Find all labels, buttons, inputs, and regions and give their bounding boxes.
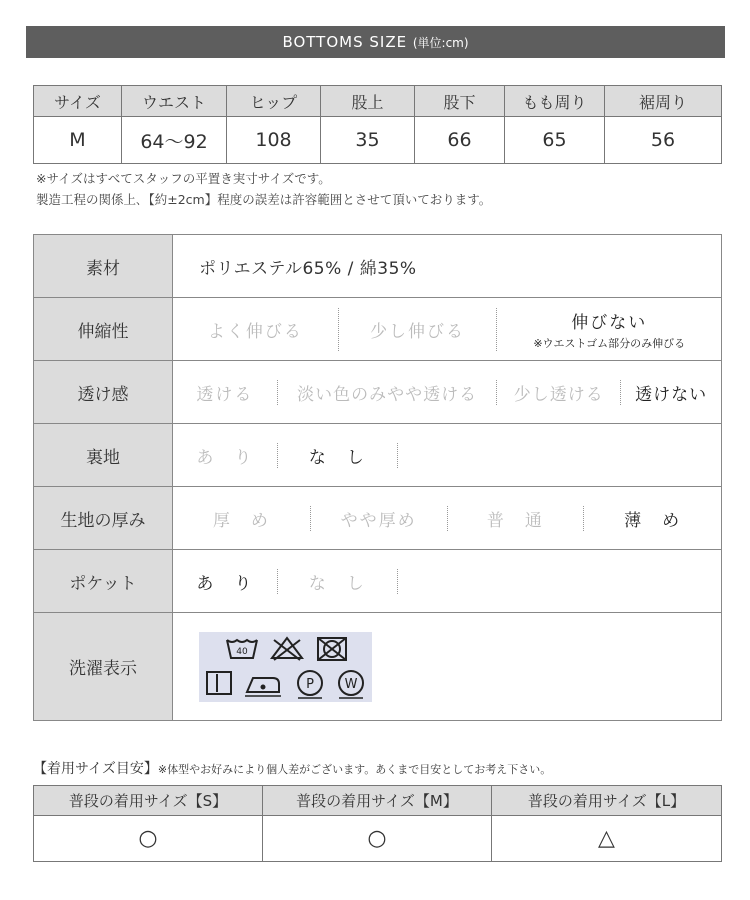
spec-label-lining: 裏地 bbox=[34, 424, 173, 487]
banner-title: BOTTOMS SIZE bbox=[282, 33, 408, 51]
sheer-option: 少し透ける bbox=[497, 380, 621, 405]
no-bleach-icon bbox=[272, 638, 302, 660]
fit-header-l: 普段の着用サイズ【L】 bbox=[492, 786, 722, 816]
header-inseam: 股下 bbox=[415, 86, 505, 117]
thickness-option: 厚 め bbox=[173, 506, 311, 531]
line-dry-icon bbox=[207, 672, 231, 694]
spec-label-stretch: 伸縮性 bbox=[34, 298, 173, 361]
banner-unit: (単位:cm) bbox=[412, 36, 469, 50]
svg-text:P: P bbox=[306, 676, 314, 692]
material-value: ポリエステル65% / 綿35% bbox=[199, 258, 417, 279]
fit-value-s: ○ bbox=[34, 816, 263, 862]
lining-option-active: な し bbox=[278, 443, 398, 468]
fit-title-text: 【着用サイズ目安】 bbox=[33, 761, 158, 777]
spec-row-lining bbox=[34, 424, 722, 487]
thickness-option: 普 通 bbox=[448, 506, 585, 531]
spec-label-care: 洗濯表示 bbox=[34, 613, 173, 721]
fit-table-row bbox=[34, 816, 722, 862]
spec-row-pocket bbox=[34, 550, 722, 613]
size-table-header bbox=[34, 86, 722, 117]
header-rise: 股上 bbox=[321, 86, 415, 117]
header-hem: 裾周り bbox=[605, 86, 722, 117]
spec-label-sheer: 透け感 bbox=[34, 361, 173, 424]
fit-table-header bbox=[34, 786, 722, 816]
fit-table bbox=[33, 785, 722, 862]
stretch-sub-note: ※ウエストゴム部分のみ伸びる bbox=[533, 336, 686, 350]
measurement-note: ※サイズはすべてスタッフの平置き実寸サイズです。 bbox=[36, 171, 331, 186]
header-thigh: もも周り bbox=[505, 86, 605, 117]
cell-inseam: 66 bbox=[415, 117, 505, 164]
size-table bbox=[33, 85, 722, 164]
size-banner bbox=[26, 26, 725, 58]
cell-hip: 108 bbox=[227, 117, 321, 164]
fit-header-m: 普段の着用サイズ【M】 bbox=[263, 786, 492, 816]
wet-clean-w-icon bbox=[339, 671, 363, 698]
fit-value-m: ○ bbox=[263, 816, 492, 862]
fit-value-l: △ bbox=[492, 816, 722, 862]
spec-row-care bbox=[34, 613, 722, 721]
tolerance-note: 製造工程の関係上､【約±2cm】程度の誤差は許容範囲とさせて頂いております。 bbox=[36, 192, 492, 207]
fit-note: ※体型やお好みにより個人差がございます。あくまで目安としてお考え下さい。 bbox=[157, 763, 552, 776]
spec-row-stretch bbox=[34, 298, 722, 361]
stretch-option: よく伸びる bbox=[173, 308, 339, 351]
spec-row-thickness bbox=[34, 487, 722, 550]
spec-label-thickness: 生地の厚み bbox=[34, 487, 173, 550]
thickness-option: やや厚め bbox=[311, 506, 448, 531]
spec-row-sheer bbox=[34, 361, 722, 424]
laundry-symbols-svg bbox=[199, 632, 372, 702]
cell-hem: 56 bbox=[605, 117, 722, 164]
spec-row-material bbox=[34, 235, 722, 298]
header-hip: ヒップ bbox=[227, 86, 321, 117]
stretch-option: 少し伸びる bbox=[339, 308, 498, 351]
svg-text:W: W bbox=[344, 676, 358, 692]
wash-40-icon bbox=[227, 640, 257, 658]
spec-table bbox=[33, 234, 722, 721]
pocket-option: な し bbox=[278, 569, 398, 594]
thickness-option-active: 薄 め bbox=[624, 510, 682, 531]
header-size: サイズ bbox=[34, 86, 122, 117]
iron-low-icon bbox=[245, 678, 281, 696]
cell-rise: 35 bbox=[321, 117, 415, 164]
laundry-symbols bbox=[199, 632, 372, 702]
lining-option: あ り bbox=[173, 443, 278, 468]
sheer-option-active: 透けない bbox=[635, 384, 708, 405]
cell-waist: 64〜92 bbox=[122, 117, 227, 164]
cell-size: M bbox=[34, 117, 122, 164]
spec-label-material: 素材 bbox=[34, 235, 173, 298]
no-tumble-dry-icon bbox=[318, 638, 346, 660]
dry-clean-p-icon bbox=[298, 671, 322, 698]
spec-label-pocket: ポケット bbox=[34, 550, 173, 613]
svg-text:40: 40 bbox=[236, 646, 248, 657]
sheer-option: 淡い色のみやや透ける bbox=[278, 380, 498, 405]
header-waist: ウエスト bbox=[122, 86, 227, 117]
cell-thigh: 65 bbox=[505, 117, 605, 164]
pocket-empty bbox=[398, 569, 721, 594]
size-table-row bbox=[34, 117, 722, 164]
lining-empty bbox=[398, 443, 721, 468]
fit-header-s: 普段の着用サイズ【S】 bbox=[34, 786, 263, 816]
stretch-option-active: 伸びない ※ウエストゴム部分のみ伸びる bbox=[533, 312, 686, 350]
pocket-option-active: あ り bbox=[173, 569, 278, 594]
sheer-option: 透ける bbox=[173, 380, 278, 405]
fit-guide-title bbox=[33, 758, 551, 778]
